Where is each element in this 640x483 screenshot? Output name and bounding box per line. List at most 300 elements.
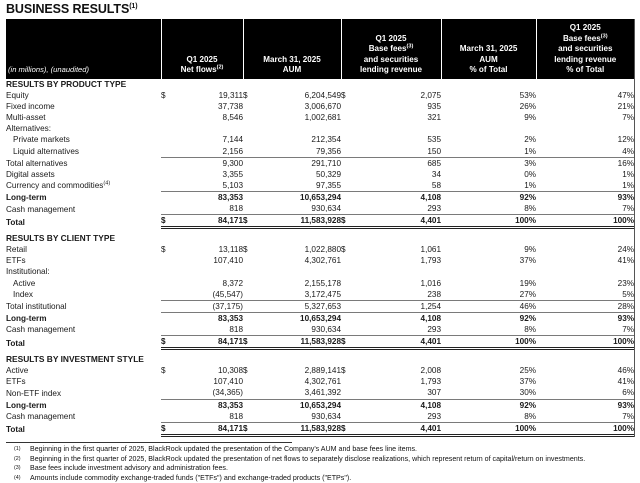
cell-net-flows: 83,353 (173, 399, 243, 411)
table-row (6, 266, 634, 277)
row-label: Cash management (6, 412, 76, 422)
currency-symbol-base-fees (341, 180, 353, 192)
currency-symbol-net-flows (161, 157, 173, 169)
currency-symbol-base-fees: $ (341, 336, 353, 349)
cell-fees-pct: 93% (536, 312, 634, 324)
table-header (6, 19, 634, 79)
table-row (6, 312, 634, 324)
section-heading: RESULTS BY PRODUCT TYPE (6, 78, 127, 89)
cell-fees-pct: 7% (622, 324, 635, 334)
cell-net-flows: 84,171 (173, 215, 243, 228)
cell-aum: 6,204,549 (304, 91, 342, 101)
cell-aum: 930,634 (311, 411, 342, 421)
cell-net-flows: 84,171 (173, 422, 243, 435)
currency-symbol-aum (243, 289, 255, 301)
cell-net-flows: 818 (229, 411, 244, 421)
header-superscript: (3) (406, 43, 414, 50)
cell-fees-pct (536, 266, 634, 277)
currency-symbol-aum (243, 278, 255, 289)
cell-fees-pct: 23% (617, 278, 635, 288)
cell-fees-pct: 47% (617, 91, 635, 101)
currency-symbol-base-fees (341, 146, 353, 158)
cell-aum: 97,355 (315, 180, 342, 190)
cell-aum-pct: 37% (519, 377, 537, 387)
cell-aum-pct: 3% (441, 157, 536, 169)
cell-aum-pct: 8% (524, 324, 537, 334)
cell-aum-pct: 25% (519, 366, 537, 376)
currency-symbol-net-flows: $ (161, 336, 173, 349)
cell-net-flows: 5,103 (222, 180, 244, 190)
cell-aum-pct (441, 266, 536, 277)
currency-symbol-base-fees: $ (341, 422, 353, 435)
footnote-item (6, 455, 626, 464)
header-superscript: (3) (600, 32, 608, 39)
cell-base-fees: 1,793 (420, 256, 442, 266)
row-label: Total alternatives (6, 158, 68, 168)
cell-aum-pct: 100% (441, 215, 536, 228)
currency-symbol-net-flows (161, 312, 173, 324)
row-label: ETFs (6, 377, 26, 387)
header-line-2: Net flows (180, 65, 217, 75)
row-label: Long-term (6, 313, 47, 323)
cell-fees-pct: 4% (622, 146, 635, 156)
currency-symbol-aum (243, 255, 255, 266)
cell-base-fees: 1,254 (353, 300, 441, 312)
currency-symbol-base-fees (341, 376, 353, 387)
cell-fees-pct: 6% (622, 388, 635, 398)
table-row (6, 191, 634, 203)
cell-aum: 1,022,880 (304, 245, 342, 255)
row-label: Long-term (6, 400, 47, 410)
currency-symbol-net-flows: $ (161, 245, 166, 255)
currency-symbol-base-fees (341, 203, 353, 215)
cell-aum: 50,329 (315, 169, 342, 179)
currency-symbol-base-fees: $ (341, 215, 353, 228)
cell-base-fees: 4,108 (353, 399, 441, 411)
cell-aum: 5,327,653 (255, 300, 341, 312)
currency-symbol-base-fees (341, 399, 353, 411)
currency-symbol-aum (243, 134, 255, 145)
header-line-5: % of Total (566, 65, 605, 75)
header-line-1: Q1 2025 (375, 33, 407, 43)
cell-base-fees: 4,401 (353, 215, 441, 228)
table-row (6, 411, 634, 423)
cell-net-flows: 818 (229, 204, 244, 213)
page-title-superscript: (1) (129, 2, 138, 10)
cell-base-fees: 238 (427, 289, 442, 299)
footnote-text: Beginning in the first quarter of 2025, BlackRock updated the presentation of net flows to separately disclose realizations, which represent return of capital/return on investments. (30, 454, 586, 463)
cell-aum-pct: 8% (524, 411, 537, 421)
table-row (6, 422, 634, 435)
business-results-page (0, 2, 640, 483)
row-label: Total (6, 338, 25, 348)
currency-symbol-aum (243, 123, 255, 134)
cell-aum: 79,356 (315, 146, 342, 156)
cell-aum-pct: 0% (524, 169, 537, 179)
cell-net-flows: 84,171 (173, 336, 243, 349)
row-label: Currency and commodities$^{(4)}$ (6, 180, 111, 191)
cell-fees-pct: 1% (622, 180, 635, 190)
footnote-item (6, 464, 626, 473)
currency-symbol-net-flows (161, 101, 173, 112)
cell-aum-pct: 37% (519, 256, 537, 266)
footnote-item (6, 474, 626, 483)
cell-aum-pct: 92% (441, 312, 536, 324)
header-units-label: (in millions), (unaudited) (6, 19, 161, 79)
cell-base-fees: 150 (427, 146, 442, 156)
table-row (6, 180, 634, 192)
cell-base-fees: 321 (427, 113, 442, 123)
row-label: Index (13, 290, 34, 300)
currency-symbol-aum (243, 266, 255, 277)
header-line-4: lending revenue (554, 54, 617, 64)
cell-base-fees (353, 123, 441, 134)
cell-net-flows: 83,353 (173, 191, 243, 203)
cell-fees-pct: 5% (622, 289, 635, 299)
currency-symbol-aum (243, 169, 255, 180)
cell-aum: 2,155,178 (304, 278, 342, 288)
currency-symbol-aum: $ (243, 336, 255, 349)
currency-symbol-net-flows: $ (161, 422, 173, 435)
currency-symbol-net-flows (161, 376, 173, 387)
cell-base-fees: 58 (431, 180, 442, 190)
currency-symbol-base-fees (341, 289, 353, 301)
cell-net-flows: 8,546 (222, 113, 244, 123)
cell-aum-pct: 100% (441, 336, 536, 349)
column-header-aum-pct (441, 19, 536, 79)
currency-symbol-aum (243, 387, 255, 399)
currency-symbol-base-fees (341, 255, 353, 266)
header-line-2: Base fees (562, 33, 601, 43)
currency-symbol-net-flows: $ (161, 215, 173, 228)
column-header-aum (243, 19, 341, 79)
table-row (6, 255, 634, 266)
currency-symbol-net-flows (161, 123, 173, 134)
cell-base-fees: 2,008 (420, 366, 442, 376)
cell-base-fees: 293 (427, 324, 442, 334)
currency-symbol-net-flows (161, 191, 173, 203)
cell-aum: 2,889,141 (304, 366, 342, 376)
cell-aum: 4,302,761 (304, 256, 342, 266)
currency-symbol-aum (243, 157, 255, 169)
cell-aum: 10,653,294 (255, 191, 341, 203)
currency-symbol-aum (243, 399, 255, 411)
row-label: Digital assets (6, 169, 55, 179)
cell-base-fees: 293 (427, 204, 442, 213)
currency-symbol-aum (243, 300, 255, 312)
cell-base-fees: 4,108 (353, 191, 441, 203)
currency-symbol-aum (243, 411, 255, 423)
table-header-row (6, 19, 634, 79)
section-heading: RESULTS BY INVESTMENT STYLE (6, 354, 144, 365)
currency-symbol-base-fees (341, 157, 353, 169)
cell-net-flows (173, 266, 243, 277)
footnote-marker: (4) (103, 180, 111, 187)
currency-symbol-aum (243, 112, 255, 123)
table-row (6, 387, 634, 399)
header-line-3: % of Total (469, 65, 508, 75)
cell-net-flows: 13,118 (218, 245, 244, 255)
table-row (6, 399, 634, 411)
table-row (6, 376, 634, 387)
currency-symbol-base-fees (341, 324, 353, 336)
cell-net-flows (173, 123, 243, 134)
cell-net-flows: 3,355 (222, 169, 244, 179)
cell-net-flows: 10,308 (217, 366, 244, 376)
cell-base-fees: 34 (431, 169, 442, 179)
footnote-text: Base fees include investment advisory and administration fees. (30, 464, 228, 473)
currency-symbol-net-flows (161, 266, 173, 277)
cell-aum: 3,461,392 (304, 388, 342, 398)
currency-symbol-net-flows: $ (161, 91, 166, 101)
cell-net-flows: 37,738 (217, 102, 244, 112)
row-label: Liquid alternatives (13, 147, 79, 157)
header-line-1: Q1 2025 (186, 54, 218, 64)
cell-net-flows: 107,410 (213, 256, 244, 266)
cell-fees-pct: 93% (536, 399, 634, 411)
header-line-2: Base fees (368, 44, 407, 54)
cell-base-fees: 2,075 (420, 91, 442, 101)
currency-symbol-net-flows (161, 169, 173, 180)
footnote-marker: (1) (14, 445, 21, 452)
cell-fees-pct (536, 123, 634, 134)
table-row (6, 336, 634, 349)
currency-symbol-net-flows (161, 203, 173, 215)
currency-symbol-net-flows (161, 134, 173, 145)
table-row (6, 134, 634, 145)
cell-net-flows: (45,547) (212, 289, 244, 299)
cell-fees-pct: 21% (617, 102, 635, 112)
section-heading-row (6, 233, 634, 244)
cell-fees-pct: 100% (536, 422, 634, 435)
currency-symbol-net-flows (161, 300, 173, 312)
row-label: Private markets (13, 135, 70, 145)
header-line-1: March 31, 2025 (459, 44, 518, 54)
column-header-net-flows (161, 19, 243, 79)
cell-aum: 10,653,294 (255, 312, 341, 324)
row-label: Cash management (6, 204, 76, 214)
currency-symbol-base-fees: $ (341, 245, 346, 255)
cell-fees-pct: 28% (536, 300, 634, 312)
currency-symbol-net-flows (161, 278, 173, 289)
currency-symbol-net-flows (161, 387, 173, 399)
currency-symbol-base-fees (341, 101, 353, 112)
row-label: Non-ETF index (6, 388, 62, 398)
cell-net-flows: 107,410 (213, 377, 244, 387)
currency-symbol-aum (243, 312, 255, 324)
table-row (6, 112, 634, 123)
cell-fees-pct: 46% (617, 366, 635, 376)
currency-symbol-net-flows (161, 399, 173, 411)
cell-net-flows: 19,311 (218, 91, 244, 101)
section-heading: RESULTS BY CLIENT TYPE (6, 233, 116, 244)
table-row (6, 215, 634, 228)
cell-aum-pct: 1% (524, 146, 537, 156)
currency-symbol-base-fees (341, 134, 353, 145)
currency-symbol-base-fees (341, 312, 353, 324)
table-row (6, 157, 634, 169)
cell-aum-pct: 92% (441, 191, 536, 203)
row-label: Long-term (6, 192, 47, 202)
currency-symbol-base-fees (341, 387, 353, 399)
cell-aum: 212,354 (311, 135, 342, 145)
currency-symbol-base-fees: $ (341, 366, 346, 376)
row-label: ETFs (6, 256, 26, 266)
header-line-2: AUM (282, 65, 302, 75)
cell-aum: 3,006,670 (304, 102, 342, 112)
cell-net-flows: 83,353 (173, 312, 243, 324)
cell-aum-pct: 100% (441, 422, 536, 435)
currency-symbol-aum: $ (243, 366, 248, 376)
cell-fees-pct: 7% (622, 411, 635, 421)
cell-base-fees: 293 (427, 411, 442, 421)
currency-symbol-base-fees: $ (341, 91, 346, 101)
footnote-text: Beginning in the first quarter of 2025, BlackRock updated the presentation of the Company's AUM and base fees line items. (30, 444, 418, 453)
currency-symbol-aum (243, 324, 255, 336)
currency-symbol-aum (243, 376, 255, 387)
cell-net-flows: 2,156 (222, 146, 244, 156)
table-row (6, 278, 634, 289)
cell-fees-pct: 1% (622, 169, 635, 179)
page-title-text: BUSINESS RESULTS (6, 2, 130, 16)
cell-base-fees (353, 266, 441, 277)
cell-aum: 11,583,928 (255, 215, 341, 228)
table-row (6, 365, 634, 376)
page-title (6, 2, 640, 16)
row-label: Equity (6, 91, 29, 101)
currency-symbol-aum: $ (243, 422, 255, 435)
table-row (6, 146, 634, 158)
business-results-table-wrapper (6, 19, 635, 437)
row-label: Multi-asset (6, 113, 46, 123)
table-row (6, 123, 634, 134)
table-row (6, 90, 634, 101)
currency-symbol-aum (243, 101, 255, 112)
footnote-marker: (4) (14, 475, 21, 482)
currency-symbol-net-flows: $ (161, 366, 166, 376)
column-header-fees-pct (536, 19, 634, 79)
header-line-2: AUM (479, 54, 498, 64)
cell-base-fees: 4,401 (353, 336, 441, 349)
footnote-divider (6, 442, 292, 443)
cell-fees-pct: 24% (617, 245, 635, 255)
table-row (6, 101, 634, 112)
cell-aum-pct (441, 123, 536, 134)
table-row (6, 289, 634, 301)
cell-base-fees: 307 (427, 388, 442, 398)
currency-symbol-base-fees (341, 266, 353, 277)
footnote-text: Amounts include commodity exchange-traded funds ("ETFs") and exchange-traded products ("ETPs"). (30, 474, 352, 483)
column-header-base-fees (341, 19, 441, 79)
table-row (6, 324, 634, 336)
currency-symbol-net-flows (161, 255, 173, 266)
cell-fees-pct: 93% (536, 191, 634, 203)
header-line-3: and securities (363, 54, 419, 64)
currency-symbol-base-fees (341, 191, 353, 203)
business-results-table (6, 19, 634, 437)
cell-base-fees: 935 (427, 102, 442, 112)
cell-aum: 10,653,294 (255, 399, 341, 411)
table-row (6, 169, 634, 180)
currency-symbol-base-fees (341, 278, 353, 289)
cell-aum (255, 123, 341, 134)
cell-aum-pct: 2% (524, 135, 537, 145)
row-label: Active (6, 366, 29, 376)
row-label: Active (13, 278, 36, 288)
cell-aum: 1,002,681 (304, 113, 342, 123)
currency-symbol-net-flows (161, 411, 173, 423)
currency-symbol-base-fees (341, 169, 353, 180)
cell-net-flows: 8,372 (222, 278, 244, 288)
currency-symbol-aum: $ (243, 215, 255, 228)
cell-aum: 4,302,761 (304, 377, 342, 387)
row-label: Retail (6, 245, 27, 255)
footnote-marker: (2) (14, 455, 21, 462)
cell-aum-pct: 27% (519, 289, 537, 299)
cell-fees-pct: 16% (536, 157, 634, 169)
table-row (6, 203, 634, 215)
currency-symbol-base-fees (341, 112, 353, 123)
row-label: Total (6, 217, 25, 227)
table-row (6, 300, 634, 312)
currency-symbol-base-fees (341, 411, 353, 423)
row-label: Cash management (6, 325, 76, 335)
table-row (6, 244, 634, 255)
header-line-4: lending revenue (359, 65, 423, 75)
footnote-item (6, 445, 626, 454)
cell-aum-pct: 46% (441, 300, 536, 312)
row-label: Institutional: (6, 267, 50, 277)
cell-aum: 11,583,928 (255, 336, 341, 349)
cell-aum: 11,583,928 (255, 422, 341, 435)
header-superscript: (2) (216, 64, 224, 71)
cell-fees-pct: 7% (622, 204, 635, 213)
cell-fees-pct: 100% (536, 336, 634, 349)
cell-aum-pct: 92% (441, 399, 536, 411)
cell-fees-pct: 7% (622, 113, 635, 123)
cell-aum-pct: 9% (524, 245, 537, 255)
currency-symbol-aum (243, 180, 255, 192)
cell-base-fees: 4,401 (353, 422, 441, 435)
currency-symbol-net-flows (161, 112, 173, 123)
cell-aum-pct: 19% (519, 278, 537, 288)
cell-base-fees: 4,108 (353, 312, 441, 324)
row-label: Total institutional (6, 302, 67, 312)
cell-aum-pct: 8% (524, 204, 537, 213)
row-label: Fixed income (6, 102, 55, 112)
row-label: Total (6, 425, 25, 435)
cell-base-fees: 1,793 (420, 377, 442, 387)
cell-aum: 3,172,475 (304, 289, 342, 299)
footnote-marker: (3) (14, 465, 21, 472)
currency-symbol-aum (243, 203, 255, 215)
cell-aum-pct: 1% (524, 180, 537, 190)
cell-aum-pct: 30% (519, 388, 537, 398)
cell-fees-pct: 41% (617, 377, 635, 387)
currency-symbol-net-flows (161, 324, 173, 336)
row-label: Alternatives: (6, 124, 52, 134)
cell-fees-pct: 12% (617, 135, 635, 145)
currency-symbol-aum: $ (243, 91, 248, 101)
currency-symbol-net-flows (161, 146, 173, 158)
currency-symbol-net-flows (161, 289, 173, 301)
cell-net-flows: 9,300 (173, 157, 243, 169)
cell-aum (255, 266, 341, 277)
cell-aum: 930,634 (311, 324, 342, 334)
cell-fees-pct: 41% (617, 256, 635, 266)
currency-symbol-base-fees (341, 300, 353, 312)
cell-aum: 930,634 (311, 204, 342, 213)
